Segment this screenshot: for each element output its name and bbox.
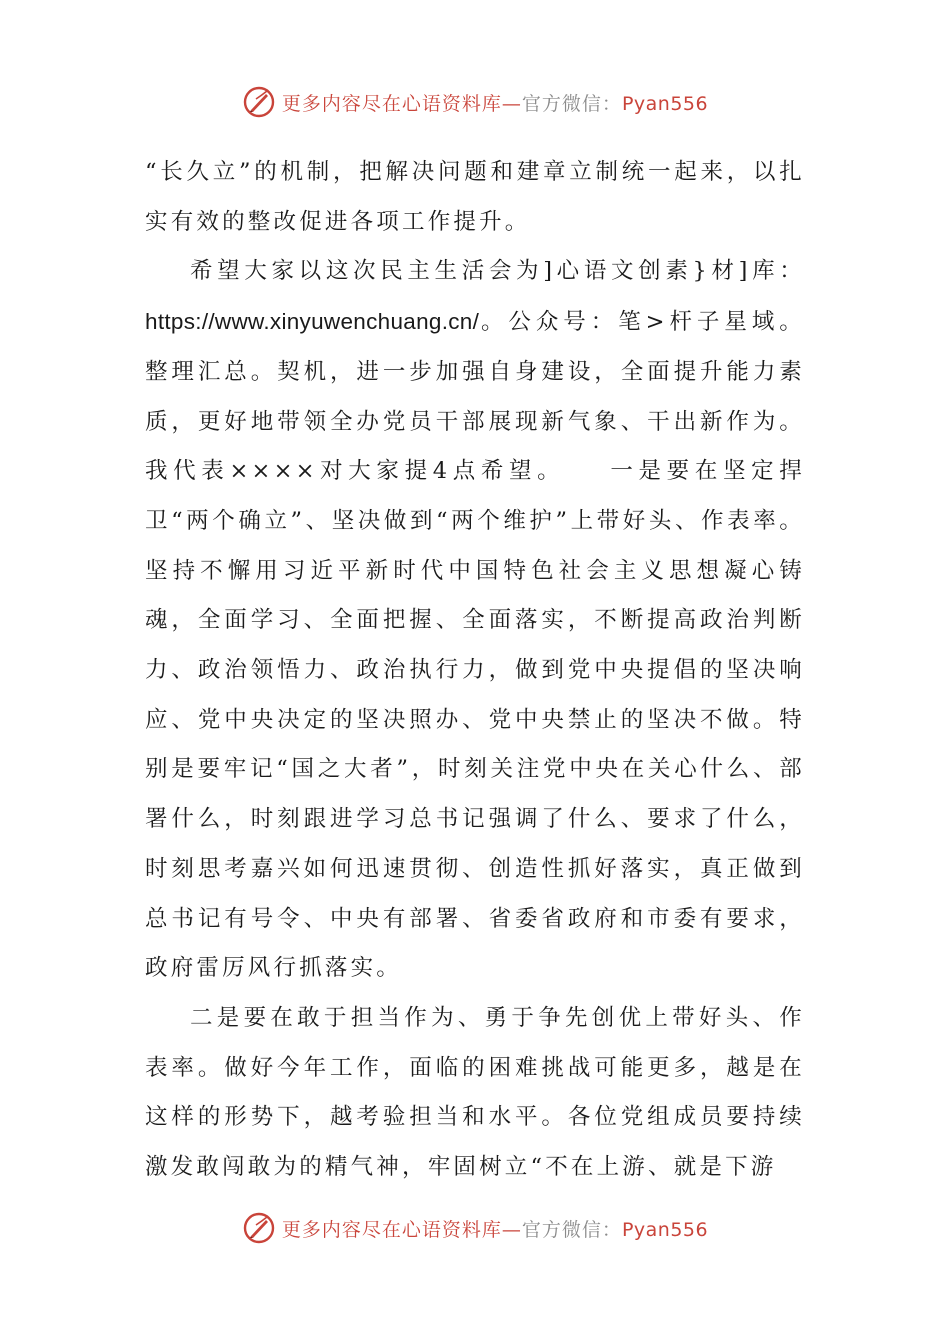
paragraph-2-text-a: 希望大家以这次民主生活会为]心语文创素}材]库： [190, 258, 805, 285]
banner-wechat-handle: Pyan556 [621, 1218, 709, 1241]
banner-separator: — [501, 1218, 522, 1241]
banner-label: 更多内容尽在心语资料库 [281, 92, 502, 115]
banner-label: 更多内容尽在心语资料库 [281, 1218, 502, 1241]
banner-wechat-label: 官方微信： [521, 92, 622, 115]
banner-wechat-handle: Pyan556 [621, 92, 709, 115]
quill-logo-icon [242, 85, 276, 119]
paragraph-2 [145, 247, 805, 994]
footer-banner [0, 1208, 950, 1248]
paragraph-3: 二是要在敢于担当作为、勇于争先创优上带好头、作表率。做好今年工作，面临的困难挑战可能更多，越是在这样的形势下，越考验担当和水平。各位党组成员要持续激发敢闯敢为的精气神，牢固树立“不在上游、就是下游 [145, 1004, 805, 1181]
paragraph-1: “长久立”的机制，把解决问题和建章立制统一起来，以扎实有效的整改促进各项工作提升。 [145, 159, 805, 235]
banner-separator: — [501, 92, 522, 115]
site-url-link[interactable]: https://www.xinyuwenchuang.cn/ [145, 309, 480, 335]
banner-text [282, 89, 708, 116]
banner-wechat-label: 官方微信： [521, 1218, 622, 1241]
banner-text [282, 1215, 708, 1242]
quill-logo-icon [242, 1211, 276, 1245]
header-banner [0, 82, 950, 122]
document-body [145, 148, 805, 1193]
paragraph-2-text-b: 。公众号：笔>杆子星域。整理汇总。契机，进一步加强自身建设，全面提升能力素质，更好地带领全办党员干部展现新气象、干出新作为。我代表××××对大家提4点希望。 一是要在坚定捍卫“两个确立”、坚决做到“两个维护”上带好头、作表率。坚持不懈用习近平新时代中国特色社会主义思想凝心铸魂，全面学习、全面把握、全面落实，不断提高政治判断力、政治领悟力、政治执行力，做到党中央提倡的坚决响应、党中央决定的坚决照办、党中央禁止的坚决不做。特别是要牢记“国之大者”，时刻关注党中央在关心什么、部署什么，时刻跟进学习总书记强调了什么、要求了什么，时刻思考嘉兴如何迅速贯彻、创造性抓好落实，真正做到总书记有号令、中央有部署、省委省政府和市委有要求，政府雷厉风行抓落实。 [145, 309, 805, 982]
